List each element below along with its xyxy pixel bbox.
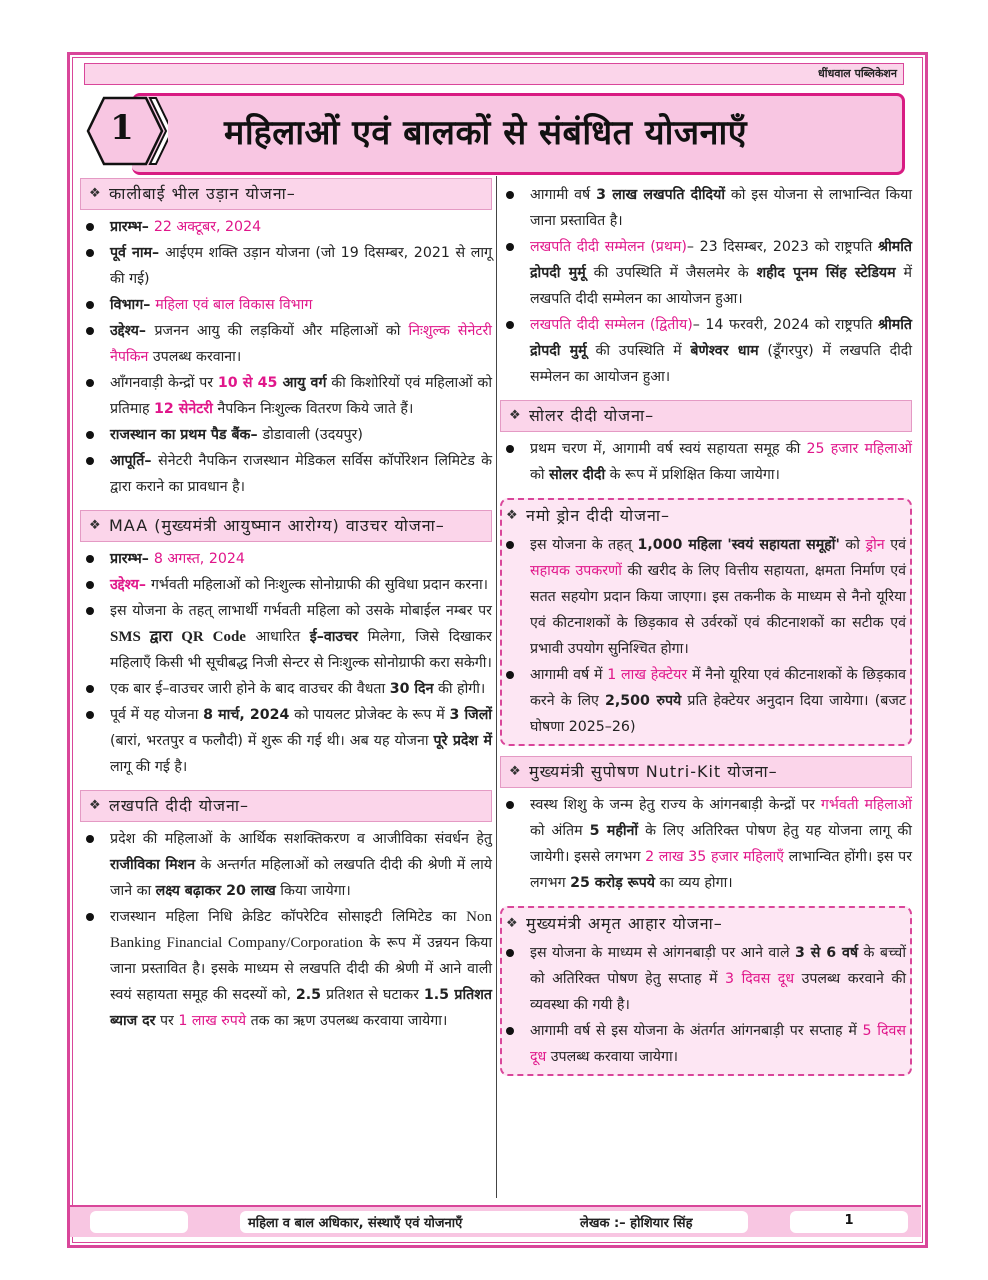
bullet-item [80,546,492,572]
bullet-dot-icon [86,327,94,335]
text-segment: उद्देश्य– [110,323,155,339]
footer-author: लेखक :– होशियार सिंह [580,1216,693,1231]
diamond-cluster-icon: ❖ [509,764,521,779]
footer-blank-pill [90,1211,188,1233]
diamond-cluster-icon: ❖ [509,408,521,423]
section-heading [80,178,492,210]
footer-book-title: महिला व बाल अधिकार, संस्थाएँ एवं योजनाएँ [248,1216,463,1231]
text-segment: 12 सेनेटरी [154,401,213,417]
text-segment: लागू की गई है। [110,759,188,775]
bullet-dot-icon [86,249,94,257]
text-segment: श्रीमति द्रोपदी मुर्मू [530,239,912,281]
section-heading-text: मुख्यमंत्री अमृत आहार योजना– [526,914,723,933]
section-heading-text: सोलर दीदी योजना– [529,406,655,425]
bullet-dot-icon [506,191,514,199]
text-segment: के रूप में उन्नयन किया जाना प्रस्तावित है। इसके माध्यम से लखपति दीदी की श्रेणी में आने वाली स्वयं सहायता समूह की सदस्यों को, [110,935,492,1003]
bullet-dot-icon [86,555,94,563]
text-segment: एवं [884,537,907,553]
bullet-dot-icon [506,321,514,329]
text-segment: राजस्थान का प्रथम पैड बैंक– [110,427,263,443]
text-segment: आगामी वर्ष से इस योजना के अंतर्गत आंगनबाड़ी पर सप्ताह में [530,1023,863,1039]
text-segment: प्रारम्भ– [110,551,154,567]
text-segment: में लखपति दीदी सम्मेलन का आयोजन हुआ। [530,265,912,307]
text-segment: को पायलट प्रोजेक्ट के रूप में [289,707,450,723]
text-segment: 8 मार्च, 2024 [203,707,290,723]
text-segment: बेणेश्वर धाम [690,343,759,359]
text-segment: 1 लाख रुपये [178,1013,247,1029]
text-segment: प्रारम्भ– [110,219,154,235]
text-segment: 3 से 6 वर्ष [795,945,859,961]
text-segment: ड्रोन [865,537,885,553]
text-segment: 25 हजार महिलाओं [806,441,912,457]
text-segment: प्रथम चरण में, आगामी वर्ष स्वयं सहायता समूह की [530,441,807,457]
bullet-item [80,318,492,370]
bullet-dot-icon [506,541,514,549]
bullet-dot-icon [86,379,94,387]
text-segment: के लिए अतिरिक्त पोषण हेतु यह योजना लागू की जायेगी। इससे लगभग [530,823,912,865]
bullet-dot-icon [86,581,94,589]
text-segment: प्रजनन आयु की लड़कियों और महिलाओं को [154,323,409,339]
bullet-item [80,240,492,292]
section-heading-text: नमो ड्रोन दीदी योजना– [526,506,671,525]
text-segment: सहायक उपकरणों [530,563,622,579]
text-segment: 5 महीनों [589,823,639,839]
text-segment: 3 जिलों [449,707,492,723]
diamond-cluster-icon: ❖ [506,916,518,931]
bullet-dot-icon [86,913,94,921]
section-heading [80,790,492,822]
bullet-item [502,662,906,740]
text-segment: के रूप में प्रशिक्षित किया जायेगा। [605,467,780,483]
text-segment: 1.5 प्रतिशत ब्याज दर [110,987,492,1029]
bullet-item [80,702,492,780]
page-number: 1 [844,1213,854,1228]
text-segment: डोडावाली (उदयपुर) [262,427,363,443]
bullet-item [502,532,906,662]
text-segment: 10 से 45 [217,375,278,391]
text-segment: लखपति दीदी सम्मेलन (प्रथम) [530,239,687,255]
section-heading [80,510,492,542]
diamond-cluster-icon: ❖ [89,186,101,201]
bullet-item [500,792,912,896]
text-segment: लखपति दीदी सम्मेलन (द्वितीय) [530,317,693,333]
text-segment: आगामी वर्ष में [530,667,608,683]
bullet-dot-icon [86,301,94,309]
text-segment: को इस योजना से लाभान्वित किया जाना प्रस्तावित है। [530,187,912,229]
text-segment: पूर्व नाम– [110,245,166,261]
bullet-dot-icon [86,685,94,693]
text-segment: गर्भवती महिलाओं को निःशुल्क सोनोग्राफी की सुविधा प्रदान करना। [150,577,489,593]
text-segment: इस योजना के तहत् लाभार्थी गर्भवती महिला को उसके मोबाईल नम्बर पर [110,603,492,619]
chapter-title-banner [132,93,905,175]
text-segment: 22 अक्टूबर, 2024 [153,219,262,235]
text-segment: Non Banking Financial Company/Corporation [110,909,492,951]
bullet-dot-icon [506,801,514,809]
text-segment: SMS द्वारा QR Code [110,629,246,645]
text-segment: 3 लाख लखपति दीदियों [596,187,725,203]
text-segment: राजस्थान महिला निधि क्रेडिट कॉपरेटिव सोसाइटी लिमिटेड का [110,909,467,925]
text-segment: पूरे प्रदेश में [433,733,492,749]
text-segment: को अंतिम [530,823,590,839]
bullet-item [500,312,912,390]
text-segment: उपलब्ध करवाने की व्यवस्था की गयी है। [530,971,906,1013]
bullet-list [500,436,912,488]
bullet-item [80,904,492,1034]
bullet-item [80,292,492,318]
bullet-dot-icon [506,243,514,251]
bullet-item [502,1018,906,1070]
publisher-bar [84,63,904,85]
bullet-item [80,826,492,904]
text-segment: तक का ऋण उपलब्ध करवाया जायेगा। [246,1013,448,1029]
bullet-item [500,234,912,312]
text-segment: सेनेटरी नैपकिन राजस्थान मेडिकल सर्विस कॉर्पोरेशन लिमिटेड के द्वारा कराने का प्रावधान है। [110,453,492,495]
text-segment: किया जायेगा। [275,883,351,899]
text-segment: की उपस्थिति में [586,343,691,359]
text-segment: – 14 फरवरी, 2024 को राष्ट्रपति [692,317,879,333]
text-segment: श्रीमति द्रोपदी मुर्मू [530,317,912,359]
bullet-list [502,940,906,1070]
bullet-dot-icon [506,1027,514,1035]
bullet-list [500,182,912,390]
text-segment: के बच्चों को अतिरिक्त पोषण हेतु सप्ताह में [530,945,906,987]
text-segment: प्रति हेक्टेयर अनुदान दिया जायेगा। (बजट घोषणा 2025–26) [530,693,907,735]
text-segment: 2 लाख 35 हजार महिलाएँ [645,849,784,865]
scheme-section [500,498,912,746]
bullet-dot-icon [86,711,94,719]
bullet-dot-icon [506,949,514,957]
text-segment: – 23 दिसम्बर, 2023 को राष्ट्रपति [686,239,879,255]
text-segment: मिलेगा, जिसे दिखाकर महिलाएँ किसी भी सूचीबद्ध निजी सेन्टर से निःशुल्क सोनोग्राफी करा सकेगी। [110,629,492,671]
right-column [500,178,912,1086]
text-segment: 25 करोड़ रूपये [570,875,655,891]
text-segment: की खरीद के लिए वित्तीय सहायता, क्षमता निर्माण एवं सतत सहयोग प्रदान किया जाएगा। इस तकनीक के माध्यम से नैनो यूरिया एवं कीटनाशकों के छिड़काव से उर्वरकों एवं कीटनाशकों का सटीक एवं प्रभावी उपयोग सुनिश्चित होगा। [530,563,906,657]
bullet-item [80,214,492,240]
bullet-item [80,676,492,702]
text-segment: स्वस्थ शिशु के जन्म हेतु राज्य के आंगनबाड़ी केन्द्रों पर [530,797,821,813]
scheme-section [80,510,492,780]
text-segment: 30 दिन [389,681,434,697]
text-segment: 8 अगस्त, 2024 [153,551,245,567]
text-segment: 2.5 [295,987,322,1003]
text-segment: (डूँगरपुर) में लखपति दीदी सम्मेलन का आयोजन हुआ। [530,343,912,385]
bullet-dot-icon [86,457,94,465]
scheme-section [500,756,912,896]
bullet-dot-icon [506,671,514,679]
bullet-list [80,826,492,1034]
text-segment: आईएम शक्ति उड़ान योजना (जो 19 दिसम्बर, 2021 से लागू की गई) [110,245,492,287]
chapter-number: 1 [110,108,134,148]
scheme-section [500,906,912,1076]
chapter-title: महिलाओं एवं बालकों से संबंधित योजनाएँ [224,113,748,153]
section-heading-text: मुख्यमंत्री सुपोषण Nutri-Kit योजना– [529,762,778,781]
bullet-dot-icon [86,431,94,439]
text-segment: आधारित [245,629,310,645]
bullet-item [80,370,492,422]
bullet-dot-icon [86,607,94,615]
text-segment: प्रदेश की महिलाओं के आर्थिक सशक्तिकरण व आजीविका संवर्धन हेतु [110,831,492,847]
text-segment: महिला एवं बाल विकास विभाग [155,297,313,313]
scheme-section [80,790,492,1034]
bullet-item [502,940,906,1018]
bullet-list [80,214,492,500]
column-divider [496,176,497,1198]
text-segment: इस योजना के माध्यम से आंगनबाड़ी पर आने वाले [530,945,796,961]
text-segment: 3 दिवस दूध [725,971,795,987]
diamond-cluster-icon: ❖ [89,518,101,533]
text-segment: प्रतिशत से घटाकर [321,987,424,1003]
left-column [80,178,492,1044]
text-segment: आपूर्ति– [110,453,159,469]
text-segment: (बारां, भरतपुर व फलौदी) में शुरू की गई थी। अब यह योजना [110,733,434,749]
bullet-item [500,182,912,234]
text-segment: पर [155,1013,179,1029]
text-segment: इस योजना के तहत् [530,537,638,553]
section-heading [500,400,912,432]
bullet-item [80,598,492,676]
text-segment: सोलर दीदी [549,467,606,483]
bullet-item [80,422,492,448]
text-segment: निःशुल्क सेनेटरी नैपकिन [110,323,492,365]
text-segment: आँगनवाड़ी केन्द्रों पर [110,375,218,391]
bullet-item [500,436,912,488]
bullet-list [502,532,906,740]
publisher-name: धींधवाल पब्लिकेशन [817,67,897,80]
text-segment: 2,500 रुपये [605,693,682,709]
scheme-section [80,178,492,500]
section-heading [500,756,912,788]
section-heading [502,912,906,936]
text-segment: गर्भवती महिलाओं [820,797,912,813]
text-segment: उपलब्ध करवाना। [148,349,242,365]
diamond-cluster-icon: ❖ [506,508,518,523]
text-segment: को [530,467,550,483]
bullet-item [80,448,492,500]
section-heading-text: कालीबाई भील उड़ान योजना– [109,184,296,203]
scheme-section [500,182,912,390]
bullet-list [500,792,912,896]
page-footer [70,1205,921,1237]
text-segment: की उपस्थिति में जैसलमेर के [585,265,757,281]
bullet-dot-icon [86,223,94,231]
text-segment: पूर्व में यह योजना [110,707,204,723]
text-segment: ई–वाउचर [309,629,359,645]
text-segment: 1,000 महिला 'स्वयं सहायता समूहों' [637,537,840,553]
bullet-dot-icon [86,835,94,843]
text-segment: उपलब्ध करवाया जायेगा। [546,1049,679,1065]
bullet-item [80,572,492,598]
scheme-section [500,400,912,488]
text-segment: की किशोरियों एवं महिलाओं को प्रतिमाह [110,375,492,417]
bullet-list [80,546,492,780]
diamond-cluster-icon: ❖ [89,798,101,813]
text-segment: का व्यय होगा। [654,875,733,891]
text-segment: नैपकिन निःशुल्क वितरण किये जाते हैं। [212,401,414,417]
section-heading-text: MAA (मुख्यमंत्री आयुष्मान आरोग्य) वाउचर योजना– [109,516,445,535]
text-segment: को [839,537,866,553]
text-segment: राजीविका मिशन [110,857,196,873]
text-segment: में नैनो यूरिया एवं कीटनाशकों के छिड़काव करने के लिए [530,667,906,709]
text-segment: 1 लाख हेक्टेयर [607,667,688,683]
text-segment: के अन्तर्गत महिलाओं को लखपति दीदी की श्रेणी में लाये जाने का [110,857,492,899]
text-segment: आयु वर्ग [277,375,327,391]
section-heading-text: लखपति दीदी योजना– [109,796,250,815]
text-segment: शहीद पूनम सिंह स्टेडियम [756,265,896,281]
text-segment: एक बार ई–वाउचर जारी होने के बाद वाउचर की वैधता [110,681,390,697]
text-segment: उद्देश्य– [110,577,151,593]
bullet-dot-icon [506,445,514,453]
text-segment: आगामी वर्ष [530,187,597,203]
text-segment: लक्ष्य बढ़ाकर 20 लाख [155,883,276,899]
text-segment: विभाग– [110,297,156,313]
text-segment: लाभान्वित होंगी। इस पर लगभग [530,849,913,891]
section-heading [502,504,906,528]
text-segment: 5 दिवस दूध [530,1023,906,1065]
text-segment: की होगी। [433,681,486,697]
